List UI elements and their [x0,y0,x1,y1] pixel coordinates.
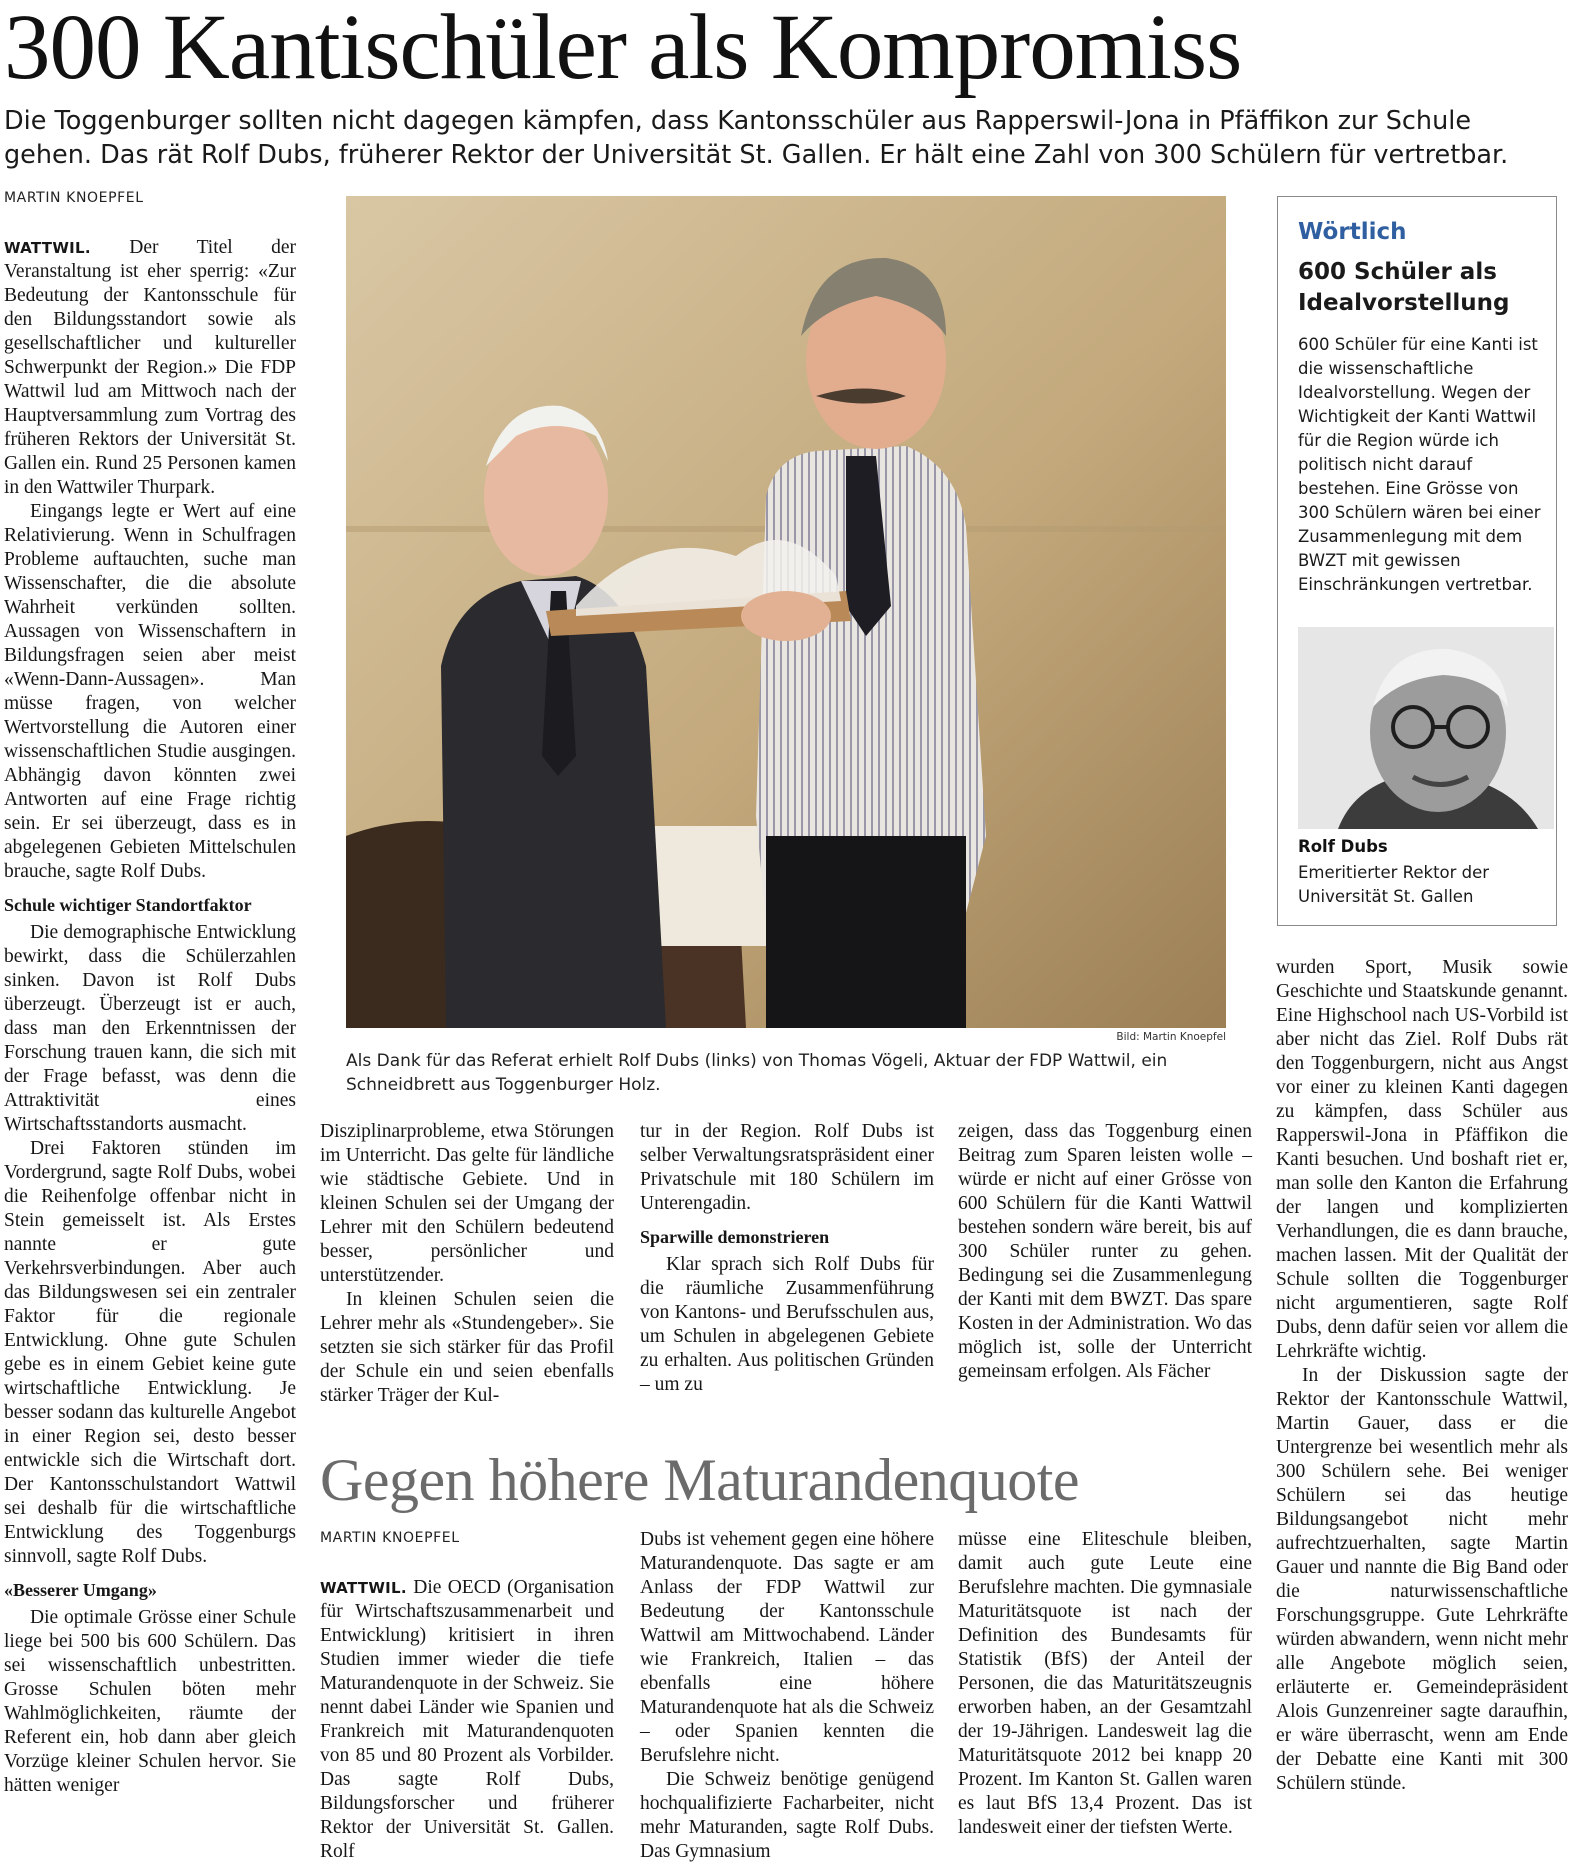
article-column-2 [320,1120,614,1408]
photo-caption: Als Dank für das Referat erhielt Rolf Dubs (links) von Thomas Vögeli, Aktuar der FDP Wattwil, ein Schneidbrett aus Toggenburger Holz. [346,1051,1168,1095]
article-column-1 [4,236,296,1798]
article-column-3 [640,1120,934,1397]
paragraph: WATTWIL. Der Titel der Veranstaltung ist eher sperrig: «Zur Bedeutung der Kantonsschule für den Bildungsstandort sowie als gesellschaftlicher und kultureller Schwerpunkt der Region.» Die FDP Wattwil lud am Mittwoch nach der Hauptversammlung zum Vortrag des früheren Rektors der Universität St. Gallen ein. Rund 25 Personen kamen in den Wattwiler Thurpark. [4,237,296,498]
paragraph: zeigen, dass das Toggenburg einen Beitrag zum Sparen leisten wolle – würde er nicht auf einer Grösse von 600 Schülern für die Kanti Wattwil bestehen sondern wäre bereit, bis auf 300 Schüler runter zu gehen. Bedingung sei die Zusammenlegung der Kanti mit dem BWZT. Das spare Kosten in der Administration. Wo das möglich ist, solle der Unterricht gemeinsam erfolgen. Als Fächer [958,1121,1252,1382]
paragraph: Drei Faktoren stünden im Vordergrund, sagte Rolf Dubs, wobei die Reihenfolge offenbar nicht in Stein gemeisselt ist. Als Erstes nannte er gute Verkehrsverbindungen. Aber auch das Bildungswesen sei ein zentraler Faktor für die regionale Entwicklung. Ohne gute Schulen gebe es in einem Gebiet keine gute wirtschaftliche Entwicklung. Je besser sodann das kulturelle Angebot in einer Region sei, desto besser entwickle sich die Wirtschaft dort. Der Kantonsschulstandort Wattwil sei deshalb für die wirtschaftliche Entwicklung des Toggenburgs sinnvoll, sagte Rolf Dubs. [4,1138,296,1567]
paragraph: Die Schweiz benötige genügend hochqualifizierte Facharbeiter, nicht mehr Maturanden, sagte Rolf Dubs. Das Gymnasium [640,1769,934,1862]
quote-title: 600 Schüler als Idealvorstellung [1298,259,1510,316]
article-byline: MARTIN KNOEPFEL [4,190,144,206]
photo-illustration [346,196,1226,1028]
article-lead: Die Toggenburger sollten nicht dagegen kämpfen, dass Kantonsschüler aus Rapperswil-Jona in Pfäffikon zur Schule gehen. Das rät Rolf Dubs, früherer Rektor der Universität St. Gallen. Er hält eine Zahl von 300 Schülern für vertretbar. [4,106,1509,170]
paragraph: Disziplinarprobleme, etwa Störungen im Unterricht. Das gelte für ländliche wie städtische Gebiete. Und in kleinen Schulen sei der Umgang der Lehrer mit den Schülern bedeutend besser, persönlicher und unterstützender. [320,1121,614,1286]
photo-credit: Bild: Martin Knoepfel [1116,1031,1226,1043]
article2-byline: MARTIN KNOEPFEL [320,1530,460,1546]
article2-headline: Gegen höhere Maturandenquote [320,1447,1080,1513]
quote-box [1277,196,1557,926]
article2-column-2 [640,1528,934,1864]
article-column-4 [958,1120,1252,1384]
article-headline: 300 Kantischüler als Kompromiss [4,0,1242,99]
portrait-name: Rolf Dubs [1298,837,1388,856]
paragraph: müsse eine Eliteschule bleiben, damit auch gute Leute eine Berufslehre machten. Die gymnasiale Maturitätsquote ist nach der Definition des Bundesamts für Statistik (BfS) der Anteil der Personen, die das Maturitätszeugnis erworben haben, an der Gesamtzahl der 19-Jährigen. Landesweit lag die Maturitätsquote 2012 bei knapp 20 Prozent. Im Kanton St. Gallen waren es laut BfS 13,4 Prozent. Das ist landesweit einer der tiefsten Werte. [958,1529,1252,1838]
article2-column-3 [958,1528,1252,1840]
portrait-role: Emeritierter Rektor der Universität St. Gallen [1298,863,1490,906]
subheading: Schule wichtiger Standortfaktor [4,895,252,915]
quote-text: 600 Schüler für eine Kanti ist die wissenschaftliche Idealvorstellung. Wegen der Wichtigkeit der Kanti Wattwil für die Region würde ich politisch nicht darauf bestehen. Eine Grösse von 300 Schülern wären bei einer Zusammenlegung mit dem BWZT mit gewissen Einschränkungen vertretbar. [1298,335,1541,594]
paragraph: Die optimale Grösse einer Schule liege bei 500 bis 600 Schülern. Das sei wissenschaftlich unbestritten. Grosse Schulen böten mehr Wahlmöglichkeiten, räumte der Referent ein, hob dann aber gleich Vorzüge kleiner Schulen hervor. Sie hätten weniger [4,1607,296,1796]
portrait-illustration [1298,627,1554,829]
dateline: WATTWIL. [320,1579,407,1597]
paragraph: In kleinen Schulen seien die Lehrer mehr als «Stundengeber». Sie setzten sie sich stärker für das Profil der Schule ein und seien ebenfalls stärker Träger der Kul- [320,1289,614,1406]
dateline: WATTWIL. [4,239,91,257]
paragraph: Eingangs legte er Wert auf eine Relativierung. Wenn in Schulfragen Probleme auftauchten, suche man Wissenschafter, die die absolute Wahrheit verkünden sollten. Aussagen von Wissenschaftern in Bildungsfragen seien aber meist «Wenn-Dann-Aussagen». Man müsse fragen, von welcher Wertvorstellung die Autoren einer wissenschaftlichen Studie ausgingen. Abhängig davon könnten zwei Antworten auf eine Frage richtig sein. Er sei überzeugt, dass es in abgelegenen Gebieten Mittelschulen brauche, sagte Rolf Dubs. [4,501,296,882]
paragraph: WATTWIL. Die OECD (Organisation für Wirtschaftszusammenarbeit und Entwicklung) kritisiert in ihren Studien immer wieder die tiefe Maturandenquote in der Schweiz. Sie nennt dabei Länder wie Spanien und Frankreich mit Maturandenquoten von 85 und 80 Prozent als Vorbilder. Das sagte Rolf Dubs, Bildungsforscher und früherer Rektor der Universität St. Gallen. Rolf [320,1577,614,1862]
article-column-5 [1276,956,1568,1796]
portrait-photo [1298,627,1554,829]
article-photo [346,196,1226,1028]
subheading: Sparwille demonstrieren [640,1227,830,1247]
paragraph: Dubs ist vehement gegen eine höhere Maturandenquote. Das sagte er am Anlass der FDP Wattwil zur Bedeutung der Kantonsschule Wattwil am Mittwochabend. Länder wie Frankreich, Italien – das ebenfalls eine höhere Maturandenquote hat als die Schweiz – oder Spanien kennten die Berufslehre nicht. [640,1529,934,1766]
article2-column-1 [320,1576,614,1864]
paragraph: In der Diskussion sagte der Rektor der Kantonsschule Wattwil, Martin Gauer, dass er die Untergrenze bei wesentlich mehr als 300 Schülern sehe. Bei weniger Schülern sei das heutige Bildungsangebot nicht mehr aufrechtzuerhalten, sagte Martin Gauer und nannte die Big Band oder die naturwissenschaftliche Forschungsgruppe. Gute Lehrkräfte würden abwandern, wenn nicht mehr alle Angebote möglich seien, erläuterte er. Gemeindepräsident Alois Gunzenreiner sagte daraufhin, er wäre überrascht, wenn am Ende der Debatte eine Kanti mit 300 Schülern stünde. [1276,1365,1568,1794]
paragraph: Die demographische Entwicklung bewirkt, dass die Schülerzahlen sinken. Davon ist Rolf Dubs überzeugt. Überzeugt ist er auch, dass man den Erkenntnissen der Forschung trauen kann, die sich mit der Frage befasst, was denn die Attraktivität eines Wirtschaftsstandorts ausmacht. [4,922,296,1135]
paragraph: wurden Sport, Musik sowie Geschichte und Staatskunde genannt. Eine Highschool nach US-Vorbild ist aber nicht das Ziel. Rolf Dubs rät den Toggenburgern, nicht aus Angst vor einer zu kleinen Kanti dagegen zu kämpfen, dass Schüler aus Rapperswil-Jona in Pfäffikon die Kanti besuchen. Und boshaft riet er, man solle den Kanton die Erfahrung der langen und komplizierten Verhandlungen, die es dann brauche, machen lassen. Mit der Qualität der Schule sollten die Toggenburger nicht argumentieren, sagte Rolf Dubs, denn dafür seien vor allem die Lehrkräfte wichtig. [1276,957,1568,1362]
paragraph: tur in der Region. Rolf Dubs ist selber Verwaltungsratspräsident einer Privatschule mit 180 Schülern im Unterengadin. [640,1121,934,1214]
subheading: «Besserer Umgang» [4,1580,157,1600]
quote-kicker: Wörtlich [1298,219,1407,245]
paragraph: Klar sprach sich Rolf Dubs für die räumliche Zusammenführung von Kantons- und Berufsschulen aus, um Schulen in abgelegenen Gebiete zu erhalten. Aus politischen Gründen – um zu [640,1254,934,1395]
